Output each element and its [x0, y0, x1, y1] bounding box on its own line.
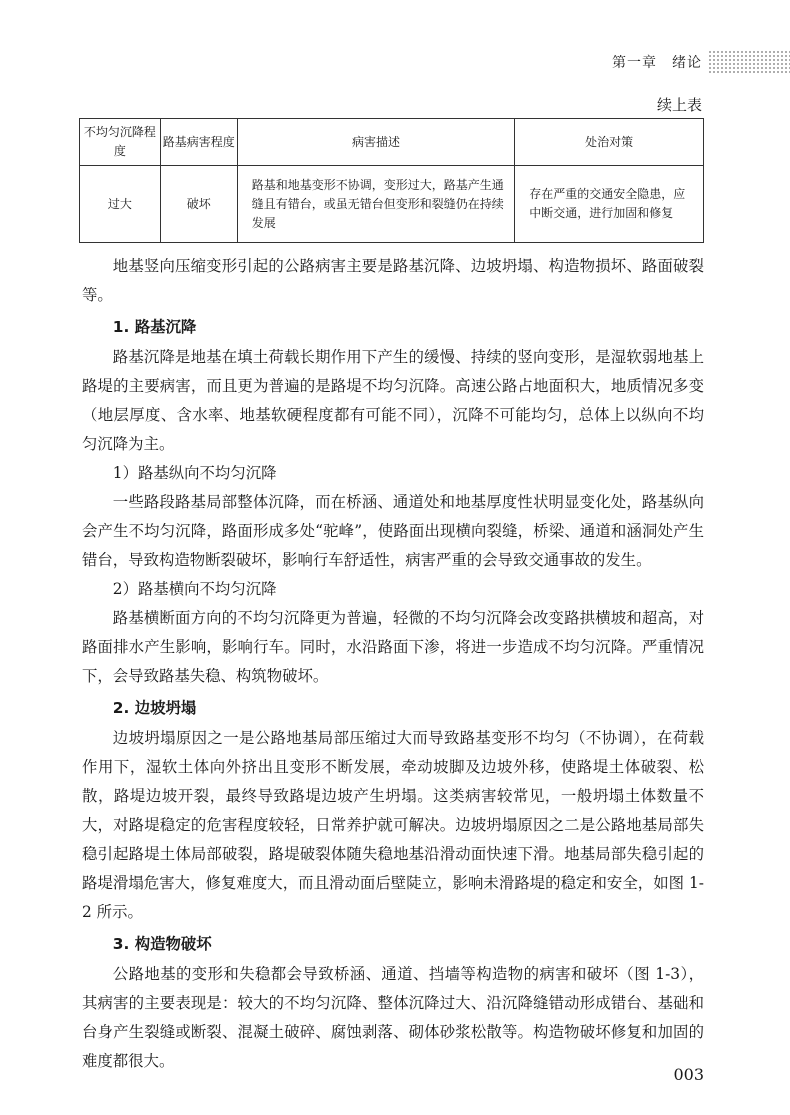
paragraph: 一些路段路基局部整体沉降，而在桥涵、通道处和地基厚度性状明显变化处，路基纵向会产生不均匀沉降，路面形成多处“驼峰”，使路面出现横向裂缝，桥梁、通道和涵洞处产生错台，导致构造物断裂破坏，影响行车舒适性，病害严重的会导致交通事故的发生。 [82, 493, 704, 569]
paragraph: 路基沉降是地基在填土荷载长期作用下产生的缓慢、持续的竖向变形，是湿软弱地基上路堤的主要病害，而且更为普遍的是路堤不均匀沉降。高速公路占地面积大，地质情况多变（地层厚度、含水率、地基软硬程度都有可能不同），沉降不可能均匀，总体上以纵向不均匀沉降为主。 [82, 348, 704, 453]
intro-paragraph: 地基竖向压缩变形引起的公路病害主要是路基沉降、边坡坍塌、构造物损坏、路面破裂等。 [82, 257, 704, 304]
table-header-row [80, 119, 704, 166]
subsection-heading: 2）路基横向不均匀沉降 [112, 580, 277, 598]
table-row [80, 166, 704, 243]
subsection-heading: 1）路基纵向不均匀沉降 [112, 464, 277, 482]
table-header-cell: 路基病害程度 [160, 119, 237, 166]
table-continued-label: 续上表 [656, 96, 702, 114]
running-head: 第一章 绪论 [612, 55, 702, 71]
table-cell: 过大 [80, 166, 161, 243]
table-cell: 存在严重的交通安全隐患，应中断交通，进行加固和修复 [515, 166, 704, 243]
table-cell: 路基和地基变形不协调，变形过大，路基产生通缝且有错台，或虽无错台但变形和裂缝仍在持续发展 [237, 166, 515, 243]
page-number: 003 [673, 1065, 704, 1084]
section-heading: 1. 路基沉降 [112, 318, 197, 336]
table-header-cell: 处治对策 [515, 119, 704, 166]
paragraph: 边坡坍塌原因之一是公路地基局部压缩过大而导致路基变形不均匀（不协调），在荷载作用下，湿软土体向外挤出且变形不断发展，牵动坡脚及边坡外移，使路堤土体破裂、松散，路堤边坡开裂，最终导致路堤边坡产生坍塌。这类病害较常见，一般坍塌土体数量不大，对路堤稳定的危害程度较轻，日常养护就可解决。边坡坍塌原因之二是公路地基局部失稳引起路堤土体局部破裂，路堤破裂体随失稳地基沿滑动面快速下滑。地基局部失稳引起的路堤滑塌危害大，修复难度大，而且滑动面后壁陡立，影响未滑路堤的稳定和安全，如图 1-2 所示。 [82, 729, 704, 921]
continued-table [79, 118, 704, 243]
paragraph: 路基横断面方向的不均匀沉降更为普遍，轻微的不均匀沉降会改变路拱横坡和超高，对路面排水产生影响，影响行车。同时，水沿路面下渗，将进一步造成不均匀沉降。严重情况下，会导致路基失稳、构筑物破坏。 [82, 609, 704, 685]
section-heading: 3. 构造物破坏 [112, 935, 212, 953]
table-header-cell: 病害描述 [237, 119, 515, 166]
table-header-cell: 不均匀沉降程度 [80, 119, 161, 166]
section-heading: 2. 边坡坍塌 [112, 699, 197, 717]
paragraph: 公路地基的变形和失稳都会导致桥涵、通道、挡墙等构造物的病害和破坏（图 1-3），其病害的主要表现是：较大的不均匀沉降、整体沉降过大、沿沉降缝错动形成错台、基础和台身产生裂缝或断裂、混凝土破碎、腐蚀剥落、砌体砂浆松散等。构造物破坏修复和加固的难度都很大。 [82, 965, 704, 1070]
header-dot-pattern [708, 50, 790, 74]
table-cell: 破坏 [160, 166, 237, 243]
body-text [82, 252, 704, 1076]
